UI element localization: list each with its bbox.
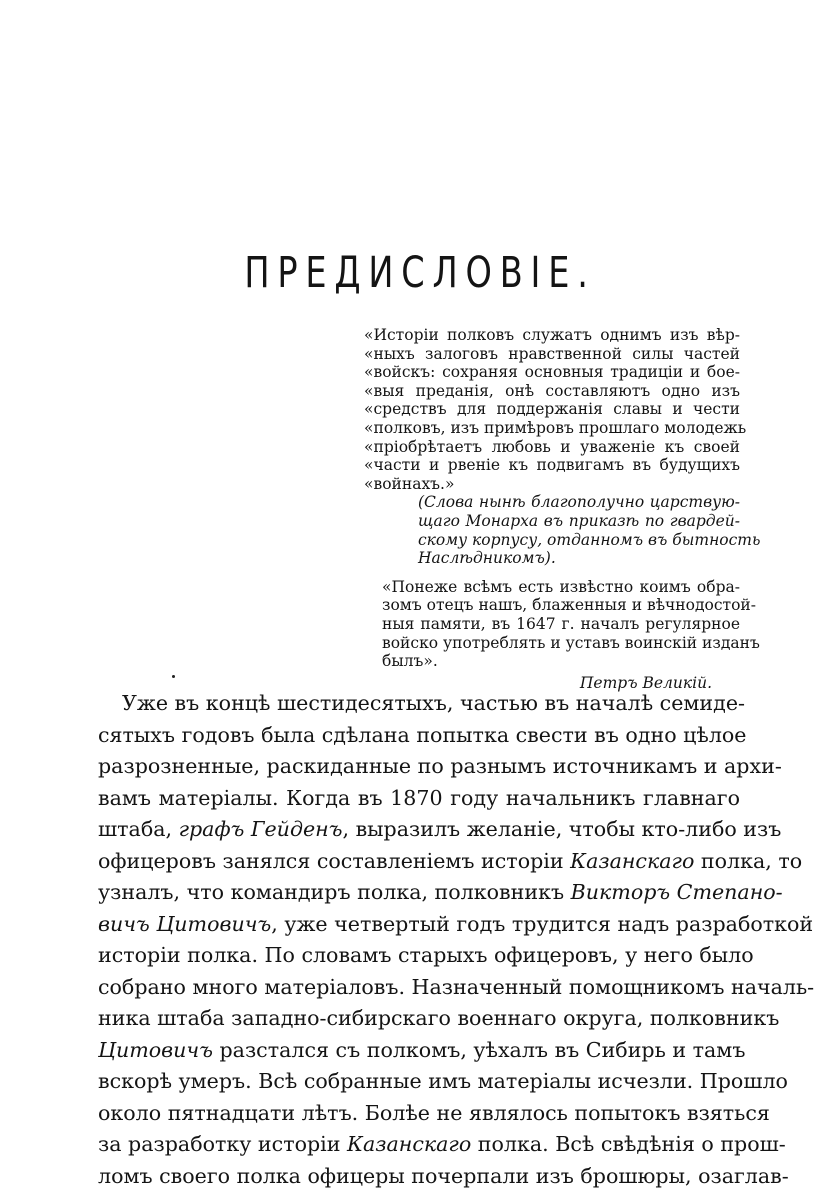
person-name: Цитовичъ (98, 1038, 213, 1062)
text-run: полка. Всѣ свѣдѣнія о прош- (471, 1132, 785, 1156)
text-run: штаба, (98, 817, 179, 841)
attribution-line: щаго Монарха въ приказѣ по гвардей- (418, 512, 740, 531)
epigraph-line: «выя преданія, онѣ составляютъ одно изъ (364, 382, 740, 401)
text-run: , уже четвертый годъ трудится надъ разработкой (271, 912, 813, 936)
epigraph-line: «Исторіи полковъ служатъ однимъ изъ вѣр- (364, 326, 740, 345)
epigraph-line: зомъ отецъ нашъ, блаженныя и вѣчнодостой- (382, 596, 740, 615)
epigraph-quote-1 (364, 326, 740, 493)
epigraph-line: «полковъ, изъ примѣровъ прошлаго молодежь (364, 419, 740, 438)
epigraph-quote-2 (364, 578, 740, 671)
epigraph-line: «части и рвеніе къ подвигамъ въ будущихъ (364, 456, 740, 475)
page-title: ПРЕДИСЛОВІЕ. (92, 246, 747, 300)
body-line: ломъ своего полка офицеры почерпали изъ брошюры, озаглав- (98, 1161, 740, 1192)
body-line: вамъ матеріалы. Когда въ 1870 году начальникъ главнаго (98, 783, 740, 815)
body-line: вскорѣ умеръ. Всѣ собранные имъ матеріалы исчезли. Прошло (98, 1066, 740, 1098)
text-run: , выразилъ желаніе, чтобы кто-либо изъ (342, 817, 781, 841)
epigraph-line: «Понеже всѣмъ есть извѣстно коимъ обра- (382, 578, 740, 597)
epigraph-line: былъ». (382, 652, 740, 671)
person-name: вичъ Цитовичъ (98, 912, 271, 936)
body-line: Уже въ концѣ шестидесятыхъ, частью въ началѣ семиде- (98, 688, 740, 720)
text-run: офицеровъ занялся составленіемъ исторіи (98, 849, 570, 873)
epigraph-line: «пріобрѣтаетъ любовь и уваженіе къ своей (364, 438, 740, 457)
body-line (98, 877, 740, 909)
body-line: ника штаба западно-сибирскаго военнаго округа, полковникъ (98, 1003, 740, 1035)
epigraph-line: ныя памяти, въ 1647 г. началъ регулярное (382, 615, 740, 634)
body-paragraph (98, 688, 740, 1192)
person-name: Викторъ Степано- (571, 880, 783, 904)
epigraph-attribution-1 (364, 493, 740, 567)
epigraph-line: войско употреблять и уставъ воинскій изданъ (382, 634, 740, 653)
body-line (98, 846, 740, 878)
body-line (98, 814, 740, 846)
text-run: за разработку исторіи (98, 1132, 347, 1156)
epigraph (364, 326, 740, 692)
regiment-name: Казанскаго (570, 849, 694, 873)
attribution-line: Наслѣдникомъ). (418, 549, 740, 568)
epigraph-attribution-2: Петръ Великій. (364, 674, 740, 693)
epigraph-line: «войнахъ.» (364, 475, 740, 494)
body-line: разрозненные, раскиданные по разнымъ источникамъ и архи- (98, 751, 740, 783)
body-line: около пятнадцати лѣтъ. Болѣе не являлось попытокъ взяться (98, 1098, 740, 1130)
attribution-line: скому корпусу, отданномъ въ бытность (418, 531, 740, 550)
body-line (98, 1129, 740, 1161)
text-run: разстался съ полкомъ, уѣхалъ въ Сибирь и тамъ (213, 1038, 745, 1062)
body-line: исторіи полка. По словамъ старыхъ офицеровъ, у него было (98, 940, 740, 972)
body-line (98, 909, 740, 941)
body-line: собрано много матеріаловъ. Назначенный помощникомъ началь- (98, 972, 740, 1004)
body-line (98, 1035, 740, 1067)
text-run: полка, то (694, 849, 802, 873)
epigraph-line: «средствъ для поддержанія славы и чести (364, 400, 740, 419)
ink-speck (172, 675, 175, 678)
attribution-line: (Слова нынѣ благополучно царствую- (418, 493, 740, 512)
epigraph-line: «войскъ: сохраняя основныя традиціи и бое- (364, 363, 740, 382)
body-line: сятыхъ годовъ была сдѣлана попытка свести въ одно цѣлое (98, 720, 740, 752)
person-name: графъ Гейденъ (179, 817, 343, 841)
epigraph-line: «ныхъ залоговъ нравственной силы частей (364, 345, 740, 364)
text-run: узналъ, что командиръ полка, полковникъ (98, 880, 571, 904)
regiment-name: Казанскаго (347, 1132, 471, 1156)
